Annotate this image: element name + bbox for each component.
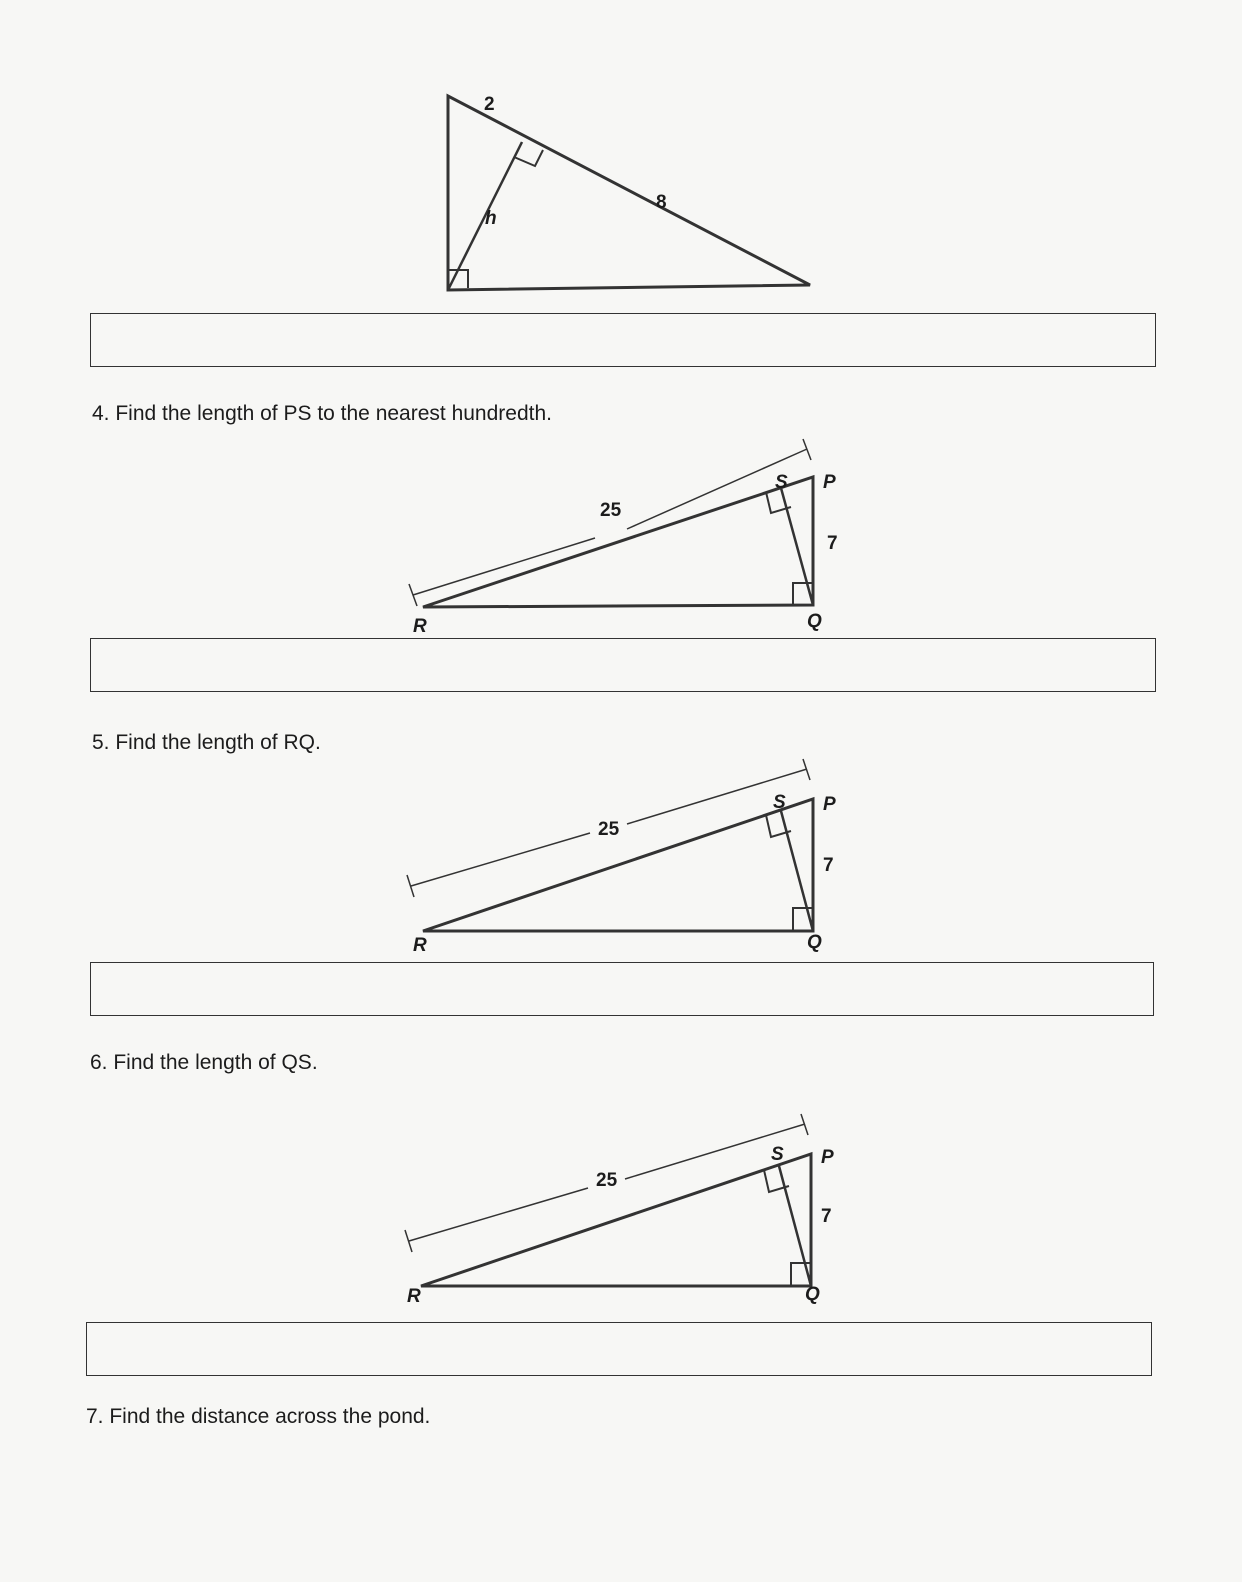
vertex-label-s: S xyxy=(771,1144,784,1165)
question-5 xyxy=(92,731,321,755)
question-text: Find the distance across the pond. xyxy=(109,1405,431,1428)
question-6 xyxy=(90,1051,318,1075)
triangle-svg xyxy=(395,435,865,640)
question-4 xyxy=(92,402,552,426)
question-text: Find the length of QS. xyxy=(113,1051,318,1074)
triangle-svg xyxy=(393,1110,863,1315)
vertex-label-s: S xyxy=(773,792,786,813)
vertex-label-r: R xyxy=(407,1286,421,1307)
vertex-label-s: S xyxy=(775,472,788,493)
segment-label-top: 2 xyxy=(484,94,495,115)
question-7 xyxy=(86,1405,430,1429)
question-number: 5. xyxy=(92,731,110,754)
question-number: 4. xyxy=(92,402,110,425)
vertex-label-r: R xyxy=(413,616,427,637)
vertex-label-q: Q xyxy=(807,932,822,953)
figure-triangle-rspq xyxy=(395,755,865,960)
altitude-line xyxy=(781,488,813,605)
figure-altitude-triangle xyxy=(430,80,830,300)
vertex-label-p: P xyxy=(823,794,836,815)
answer-box-5[interactable] xyxy=(90,962,1154,1016)
altitude-line xyxy=(781,811,813,931)
vertex-label-q: Q xyxy=(807,611,822,632)
dimension-tick xyxy=(409,584,417,606)
vertex-label-r: R xyxy=(413,935,427,956)
question-number: 7. xyxy=(86,1405,104,1428)
altitude-line xyxy=(779,1166,811,1286)
side-label: 7 xyxy=(821,1206,832,1227)
dimension-line xyxy=(413,538,595,595)
figure-triangle-rspq xyxy=(393,1110,863,1315)
dimension-line xyxy=(411,833,590,886)
triangle-svg xyxy=(395,755,865,960)
answer-box-3[interactable] xyxy=(90,313,1156,367)
question-text: Find the length of RQ. xyxy=(115,731,321,754)
answer-box-6[interactable] xyxy=(86,1322,1152,1376)
dimension-line xyxy=(409,1188,588,1241)
question-number: 6. xyxy=(90,1051,108,1074)
answer-box-4[interactable] xyxy=(90,638,1156,692)
question-text: Find the length of PS to the nearest hundredth. xyxy=(115,402,552,425)
hypotenuse-label: 25 xyxy=(600,500,622,521)
right-angle-mark xyxy=(514,150,543,166)
vertex-label-p: P xyxy=(821,1147,834,1168)
side-label: 7 xyxy=(823,855,834,876)
side-label: 7 xyxy=(827,533,838,554)
segment-label-bottom: 8 xyxy=(656,192,667,213)
vertex-label-q: Q xyxy=(805,1284,820,1305)
hypotenuse-label: 25 xyxy=(598,819,620,840)
triangle-outline xyxy=(423,477,813,607)
figure-altitude-svg xyxy=(430,80,830,300)
vertex-label-p: P xyxy=(823,472,836,493)
hypotenuse-label: 25 xyxy=(596,1170,618,1191)
altitude-label: h xyxy=(485,208,497,229)
triangle-outline xyxy=(448,96,810,290)
figure-triangle-rspq xyxy=(395,435,865,640)
